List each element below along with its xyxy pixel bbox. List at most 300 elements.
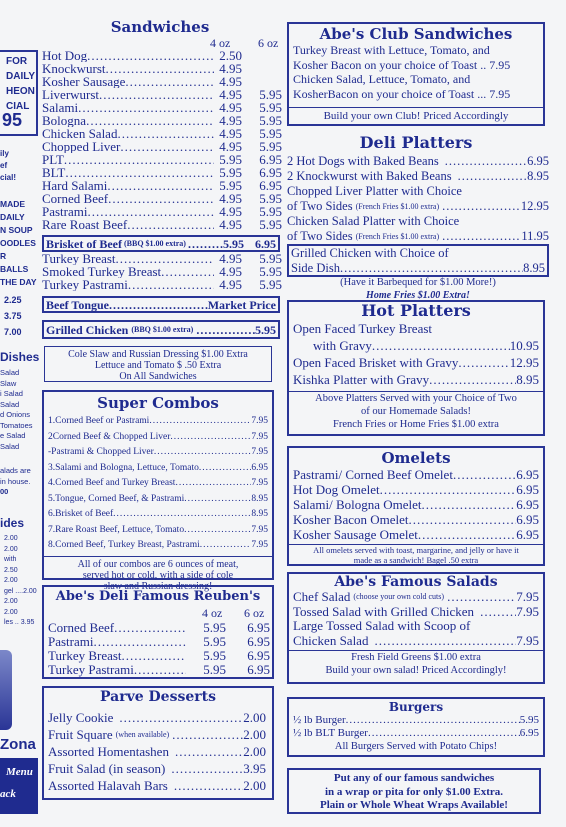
platter-row-price: 8.95 [527,169,549,183]
grilled-chicken-platter-box [287,244,549,277]
wrap-line: in a wrap or pita for only $1.00 Extra. [324,785,504,798]
reubens-col-4oz: 4 oz [202,606,223,620]
dessert-row-price: 2.00 [243,710,266,725]
reuben-row-price-6oz: 6.95 [247,635,270,649]
reubens-col-6oz: 6 oz [244,606,265,620]
combos-note-line: All of our combos are 6 ounces of meat, [77,558,239,570]
combo-row-name: Salami and Bologna, Lettuce, Tomato [55,462,199,473]
sandwiches-list [42,49,282,231]
leader-dots [119,709,243,726]
left-prices [4,292,22,340]
omelet-row-name: Hot Dog Omelet [293,482,380,497]
dessert-row [48,760,266,777]
combo-row-name: Corned Beef or Pastrami [55,416,150,426]
leader-dots [445,154,527,169]
combo-row-price: 6.95 [251,462,268,473]
sandwich-row [42,49,282,62]
sandwich-row [42,265,282,278]
leader-dots [114,621,186,635]
bbq-note: (Have it Barbequed for $1.00 More!) [340,277,496,288]
burger-row [293,727,539,740]
combo-row [48,507,268,523]
omelet-row-name: Pastrami/ Corned Beef Omelet [293,467,453,482]
sandwich-row-price-6oz: 5.95 [259,127,282,140]
left-text: 2.50 [4,566,18,574]
leader-dots [107,179,214,192]
sandwich-row-price-6oz: 5.95 [259,140,282,153]
sandwich-row-price-6oz: 6.95 [259,166,282,179]
left-text: DAILY [6,71,36,82]
sandwich-row-price-4oz: 4.95 [219,62,242,75]
combo-row-price: 7.95 [251,416,268,426]
dessert-row [48,709,266,726]
sandwich-row-name: Hot Dog [42,49,88,62]
left-sides [4,534,37,629]
hot-platter-row-name: Open Faced Turkey Breast [293,321,433,336]
sandwich-row-name: Rare Roast Beef [42,218,128,231]
combo-row-num: 7. [48,524,56,535]
sandwich-row-price-4oz: 4.95 [219,127,242,140]
sandwich-row [42,75,282,88]
omelet-row-name: Kosher Bacon Omelet [293,512,409,527]
grilled-note: (BBQ $1.00 extra) [131,325,194,334]
salad-row [293,605,539,620]
sandwich-row [42,62,282,75]
hot-platter-row-price: 8.95 [516,372,539,387]
left-text: i Salad [0,389,23,398]
leader-dots [125,75,214,88]
left-text: 2.00 [4,577,18,584]
leader-dots [447,590,516,605]
reuben-row-name: Turkey Breast [48,649,122,663]
sandwich-row-price-6oz: 5.95 [259,101,282,114]
sandwich-extras-box [44,346,272,382]
leader-dots [409,512,517,527]
left-text: R [0,251,7,261]
combo-row-name: Tongue, Corned Beef, & Pastrami [55,493,185,504]
sandwich-row-price-4oz: 4.95 [219,140,242,153]
combo-row-num: 3. [48,462,56,473]
left-text: 2.25 [4,295,22,305]
sandwich-row-price-6oz [242,75,282,88]
sandwich-row [42,278,282,291]
sandwich-row-price-4oz: 4.95 [219,192,242,205]
platters-list [287,154,549,244]
sandwiches-list-2 [42,252,282,291]
burgers-note: All Burgers Served with Potato Chips! [334,741,498,752]
club-line: Chicken Salad, Lettuce, Tomato, and [293,72,471,86]
reuben-row-name: Corned Beef [48,621,115,635]
salads-list [293,590,539,648]
platter-row [287,199,549,214]
burgers-list [293,714,539,740]
sandwich-row-name: Chopped Liver [42,140,121,153]
left-text: 2.00 [4,598,18,605]
combos-title: Super Combos [97,394,219,412]
bottle-image [0,650,12,730]
desserts-list [48,709,266,794]
leader-dots [442,199,521,214]
leader-dots [99,88,214,101]
sandwich-row-name: PLT [42,153,64,166]
combo-row [48,414,268,430]
leader-dots [78,101,214,114]
omelet-row [293,467,539,482]
leader-dots [429,371,516,388]
sandwich-row-price-4oz: 2.50 [219,49,242,62]
left-text: HEON [6,86,35,97]
leader-dots [480,605,516,620]
combo-row-price: 8.95 [251,493,268,504]
salad-row-name: Chef Salad [293,590,351,604]
leader-dots [458,169,528,184]
leader-dots [65,166,214,179]
omelet-row-name: Salami/ Bologna Omelet [293,497,422,512]
dessert-row [48,743,266,760]
omelet-row-price: 6.95 [516,482,539,497]
reuben-row-price-4oz: 5.95 [203,663,226,677]
sandwich-row-price-4oz: 5.95 [219,166,242,179]
reuben-row [48,635,270,649]
platter-row-note: (French Fries $1.00 extra) [355,232,440,241]
sandwich-row-name: Hard Salami [42,179,108,192]
menu-badge-back: ack [0,788,16,800]
leader-dots [106,62,214,75]
combo-row-price: 7.95 [251,524,268,535]
left-note [0,466,31,498]
dessert-row-price: 2.00 [243,727,266,742]
salad-row-note: (choose your own cold cuts) [353,592,445,601]
left-text: FOR [6,56,28,67]
reuben-row-price-6oz: 6.95 [247,649,270,663]
hot-platters-box [287,300,545,436]
left-text: d Onions [0,410,31,419]
desserts-title: Parve Desserts [100,689,216,705]
leader-dots [116,252,214,265]
leader-dots [64,153,214,166]
burger-row-name: ½ lb Burger [293,714,346,726]
burger-row-price: 6.95 [519,727,539,739]
omelet-row-price: 6.95 [516,512,539,527]
combo-row [48,492,268,508]
platter-row [287,154,549,169]
left-dishes [0,368,33,452]
combo-row-price: 7.95 [251,447,268,457]
dessert-row-price: 2.00 [243,744,266,759]
sandwich-row [42,166,282,179]
leader-dots [170,430,251,446]
reuben-row-price-4oz: 5.95 [203,649,226,663]
left-text: gel ....2.00 [4,587,37,595]
hot-platter-row-name: Kishka Platter with Gravy [293,372,430,387]
sandwich-row-name: Salami [42,101,79,114]
sandwich-row-price-6oz [242,62,282,75]
left-text: 00 [0,487,9,496]
left-text: 3.75 [4,311,22,321]
super-combos-box [42,390,274,592]
omelet-row-price: 6.95 [516,527,539,542]
sandwich-row-price-4oz: 4.95 [219,278,242,291]
desserts-box [42,686,274,800]
extras-line: On All Sandwiches [119,371,197,382]
wrap-line: Plain or Whole Wheat Wraps Available! [320,799,508,811]
omelet-row [293,482,539,497]
left-text: Tomatoes [0,420,33,430]
sandwich-row-name: BLT [42,166,66,179]
sandwich-row-price-6oz: 5.95 [259,114,282,127]
leader-dots [154,445,252,461]
leader-dots [108,192,214,205]
sandwich-row-name: Turkey Breast [42,252,116,265]
grilled-platter-line1: Grilled Chicken with Choice of [291,246,449,260]
salad-row-name: Large Tossed Salad with Scoop of [293,619,471,633]
combo-row-num: 6. [48,509,56,519]
dessert-row-name: Fruit Salad (in season) [48,761,166,776]
platters-title: Deli Platters [359,133,473,152]
platter-row-price: 6.95 [527,154,549,168]
sandwich-row-price-6oz: 5.95 [259,265,282,278]
combo-row-name: Corned Beef & Chopped Liver [52,431,171,442]
sandwich-row-price-6oz: 6.95 [259,153,282,166]
sandwich-row [42,218,282,231]
left-text: OODLES [0,238,36,248]
grilled-chicken-row [42,320,280,339]
combo-row-price: 7.95 [251,478,268,488]
hot-platter-row [293,337,539,354]
left-text: DAILY [0,212,25,222]
combo-row-name: -Pastrami & Chopped Liver [48,447,154,457]
leader-dots [134,663,186,677]
omelets-title: Omelets [381,449,451,467]
combo-row [48,430,268,446]
tongue-price: Market Price [207,298,276,312]
sandwich-row-name: Liverwurst [42,88,100,101]
left-text: 2.00 [4,535,18,542]
reuben-row-price-6oz: 6.95 [247,621,270,635]
extras-line: Cole Slaw and Russian Dressing $1.00 Extra [68,349,248,360]
sandwich-row [42,88,282,101]
dessert-row-name: Assorted Homentashen [48,744,169,759]
salads-note [289,650,543,677]
reuben-row-price-4oz: 5.95 [203,621,226,635]
sandwich-row-price-4oz: 4.95 [219,252,242,265]
zona-logo: Zona [0,736,36,753]
left-sides-title: ides [0,516,25,530]
grilled-platter-price: 8.95 [523,261,545,275]
hot-platters-note [289,391,543,431]
omelet-row [293,497,539,512]
dessert-row-name: Jelly Cookie [48,710,114,725]
platter-row-name: 2 Knockwurst with Baked Beans [287,169,452,183]
platter-row-price: 12.95 [520,199,549,213]
sandwich-row [42,252,282,265]
hot-platter-row [293,354,539,371]
left-text: CIAL [6,101,30,112]
sandwich-row-price-4oz: 4.95 [219,205,242,218]
left-special-lines [6,54,35,114]
burgers-box [287,697,545,757]
salad-row-price: 7.95 [516,604,539,619]
combo-row-name: Corned Beef and Turkey Breast [55,478,176,488]
sandwich-row-price-4oz: 4.95 [219,218,242,231]
sandwich-row [42,179,282,192]
sandwich-row-price-4oz: 4.95 [219,114,242,127]
platter-row-name: Chicken Salad Platter with Choice [287,214,460,228]
left-dishes-title: Dishes [0,350,40,364]
brisket-name: Brisket of Beef [46,237,122,251]
sandwich-row-name: Kosher Sausage [42,75,126,88]
leader-dots [199,461,252,477]
salads-note-line: Build your own salad! Priced Accordingly! [325,665,507,676]
burger-row-price: 5.95 [519,714,539,726]
sandwich-row [42,101,282,114]
sandwich-row [42,114,282,127]
leader-dots [127,218,214,231]
salad-row-name: Tossed Salad with Grilled Chicken [293,604,475,619]
omelets-note [289,544,543,565]
club-title: Abe's Club Sandwiches [319,25,513,43]
platter-row-name: of Two Sides [287,229,353,243]
sandwich-row-price-4oz: 4.95 [219,101,242,114]
club-footer: Build your own Club! Priced Accordingly [289,107,543,124]
salads-title: Abe's Famous Salads [334,574,498,590]
left-text: in house. [0,476,31,486]
grilled-price: 5.95 [255,323,276,337]
sandwich-row-price-4oz: 4.95 [219,75,242,88]
left-text: ef [0,161,8,170]
sandwiches-title: Sandwiches [110,18,210,36]
leader-dots [86,114,214,127]
sandwiches-col-4oz: 4 oz [210,36,231,50]
sandwich-row [42,205,282,218]
combo-row [48,523,268,539]
leader-dots [175,476,251,492]
left-text: Slaw [0,378,17,388]
reuben-row-name: Pastrami [48,635,94,649]
leader-dots [122,649,186,663]
reuben-row-price-4oz: 5.95 [203,635,226,649]
brisket-note: (BBQ $1.00 extra) [123,239,186,248]
hot-platters-list [293,320,539,388]
sandwich-row-price-4oz: 4.95 [219,265,242,278]
leader-dots [418,527,516,542]
tongue-name: Beef Tongue [46,298,110,312]
leader-dots [161,265,214,278]
menu-badge-text: Menu [6,766,33,778]
reuben-row [48,621,270,635]
reuben-row [48,663,270,677]
hot-platter-row [293,371,539,388]
leader-dots [346,714,520,727]
dessert-row-price: 3.95 [243,761,266,776]
left-lines3 [0,198,37,289]
leader-dots [113,507,251,523]
left-text: Salad [0,441,20,451]
grilled-platter-line2: Side Dish [291,261,340,275]
sandwich-row-name: Pastrami [42,205,88,218]
left-text: THE DAY [0,277,37,287]
beef-tongue-row [42,296,280,313]
left-text: alads are [0,466,31,475]
extras-line: Lettuce and Tomato $ .50 Extra [94,360,222,371]
omelets-box [287,446,545,566]
combos-note-line: served hot or cold, with a side of cole [82,569,234,581]
left-text: les .. 3.95 [4,619,35,626]
leader-dots [374,634,516,649]
dessert-row-name: Assorted Halavah Bars [48,778,168,793]
sandwich-row-price-6oz: 5.95 [259,88,282,101]
platter-row-name: 2 Hot Dogs with Baked Beans [287,154,439,168]
hot-platter-row-name: Open Faced Brisket with Gravy [293,355,459,370]
sandwich-row [42,192,282,205]
combo-row [48,538,268,554]
reuben-row [48,649,270,663]
sandwich-row-price-4oz: 5.95 [219,179,242,192]
reubens-list [48,621,270,677]
sandwich-row-price-6oz: 5.95 [259,192,282,205]
reuben-row-name: Turkey Pastrami [48,663,134,677]
platter-row [287,214,549,229]
platter-row [287,169,549,184]
combo-row-name: Corned Beef, Turkey Breast, Pastrami [55,540,200,550]
hot-note-line: of our Homemade Salads! [361,406,471,417]
combo-row [48,461,268,477]
salads-box [287,572,545,684]
club-box [287,22,545,126]
omelet-row-name: Kosher Sausage Omelet [293,527,418,542]
omelet-row-price: 6.95 [516,467,539,482]
hot-platter-row-price: 12.95 [509,355,539,370]
platter-row-name: of Two Sides [287,199,353,213]
sandwich-row-price-4oz: 4.95 [219,88,242,101]
leader-dots [94,635,187,649]
leader-dots [380,482,517,497]
sandwich-row-name: Turkey Pastrami [42,278,128,291]
burger-row-name: ½ lb BLT Burger [293,727,368,739]
dessert-row [48,726,266,743]
hot-platter-row [293,320,539,337]
combo-row-price: 7.95 [251,431,268,442]
omelet-row [293,512,539,527]
leader-dots [117,127,214,140]
platter-row-name: Chopped Liver Platter with Choice [287,184,462,198]
omelets-list [293,467,539,542]
salad-row-price: 7.95 [516,590,539,604]
hot-platter-row-name: with Gravy [313,338,372,353]
combos-list [48,414,268,554]
dessert-row [48,777,266,794]
brisket-price-4oz: 5.95 [223,237,244,251]
sandwich-row-price-6oz: 6.95 [259,179,282,192]
left-text: 7.00 [4,327,22,337]
sandwiches-col-6oz: 6 oz [258,36,279,50]
club-lines [293,43,539,101]
sandwich-row-name: Smoked Turkey Breast [42,265,162,278]
hot-platter-row-price: 10.95 [509,338,539,353]
platter-row-price: 11.95 [521,229,549,243]
dessert-row-name: Fruit Square [48,727,113,742]
hot-note-line: French Fries or Home Fries $1.00 extra [333,419,499,430]
leader-dots [120,140,214,153]
leader-dots [422,497,517,512]
sandwich-row-name: Corned Beef [42,192,109,205]
wrap-line: Put any of our famous sandwiches [333,772,495,784]
sandwich-row-name: Knockwurst [42,62,106,75]
combo-row-name: Brisket of Beef [55,509,114,519]
sandwich-row-name: Chicken Salad [42,127,118,140]
leader-dots [372,337,510,354]
leader-dots [171,760,243,777]
